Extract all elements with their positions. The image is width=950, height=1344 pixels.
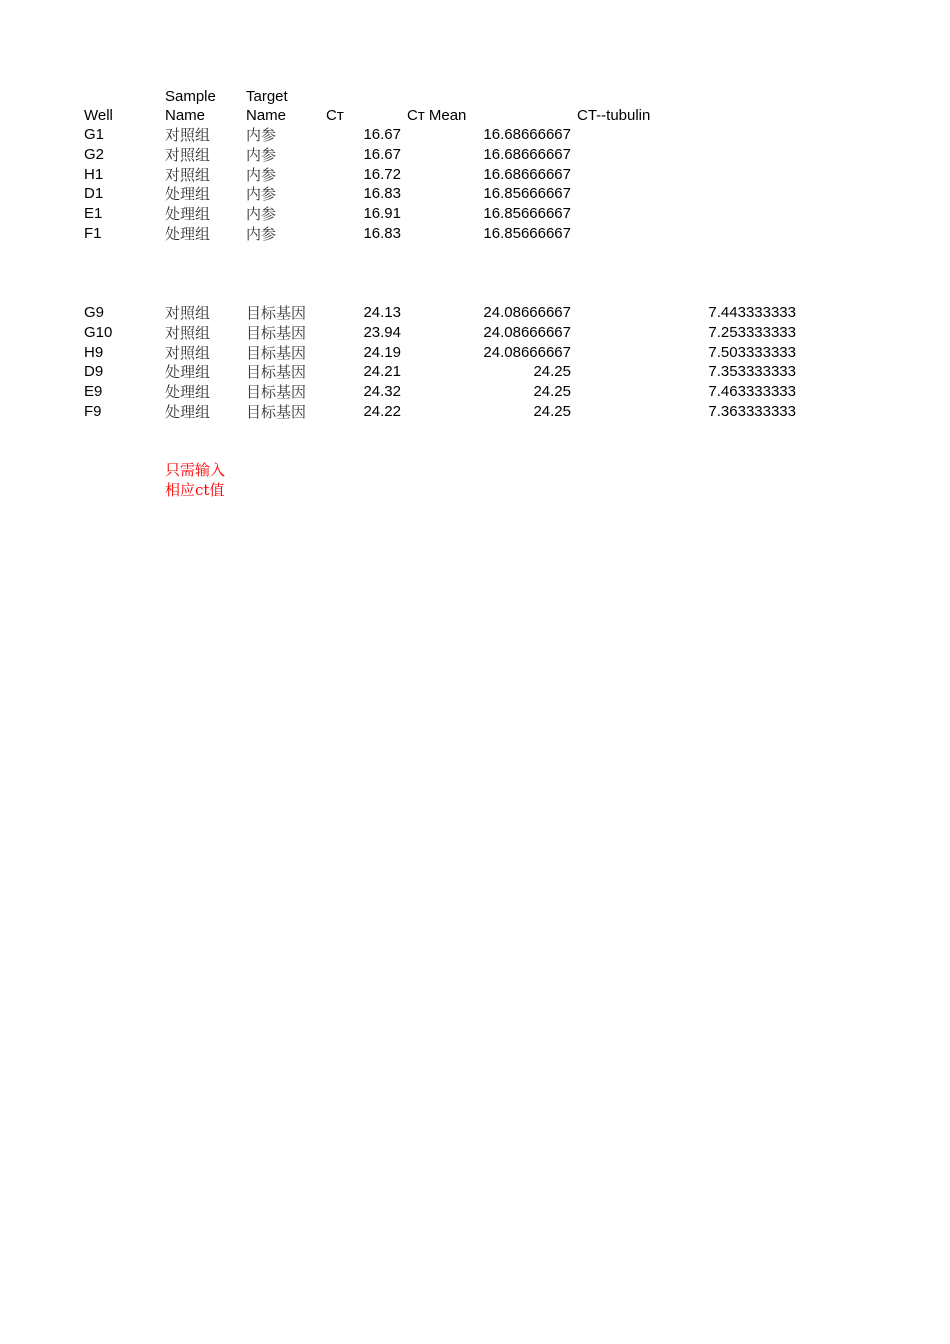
input-note-line1: 只需输入	[165, 461, 226, 479]
input-note	[165, 460, 225, 500]
header-well: Well	[84, 107, 113, 124]
sample-name-cell[interactable]: 处理组	[165, 205, 211, 224]
sample-name-cell[interactable]: 处理组	[165, 225, 211, 243]
target-name-cell[interactable]: 目标基因	[246, 343, 307, 362]
ct-minus-tubulin-cell[interactable]: 7.363333333	[708, 403, 796, 420]
ct-mean-cell[interactable]: 24.25	[533, 363, 571, 381]
well-cell[interactable]: D9	[84, 363, 104, 381]
table-row	[0, 125, 950, 145]
sample-name-cell[interactable]: 对照组	[165, 323, 211, 342]
sample-name-cell[interactable]: 对照组	[165, 126, 211, 144]
table-row	[0, 362, 950, 382]
well-cell[interactable]: H1	[84, 165, 104, 183]
table-row	[0, 224, 950, 244]
well-cell[interactable]: D1	[84, 185, 104, 203]
table-row	[0, 382, 950, 402]
ct-mean-cell[interactable]: 16.85666667	[483, 205, 571, 223]
table-row	[0, 145, 950, 165]
sample-name-cell[interactable]: 处理组	[165, 185, 211, 204]
table-row	[0, 303, 950, 323]
ct-cell[interactable]: 16.67	[363, 145, 401, 163]
ct-cell[interactable]: 24.32	[363, 383, 401, 401]
well-cell[interactable]: H9	[84, 343, 104, 361]
ct-minus-tubulin-cell[interactable]: 7.503333333	[708, 343, 796, 361]
ct-minus-tubulin-cell[interactable]: 7.443333333	[708, 304, 796, 321]
header-sample-name-line2: Name	[165, 107, 206, 124]
well-cell[interactable]: G2	[84, 145, 105, 163]
table-row	[0, 165, 950, 185]
header-ct: Cт	[326, 107, 344, 124]
header-sample-name-line1: Sample	[165, 88, 216, 105]
ct-cell[interactable]: 16.72	[363, 165, 401, 183]
ct-minus-tubulin-cell[interactable]: 7.353333333	[708, 363, 796, 381]
target-name-cell[interactable]: 目标基因	[246, 323, 307, 342]
ct-minus-tubulin-cell[interactable]: 7.253333333	[708, 323, 796, 341]
ct-mean-cell[interactable]: 24.25	[533, 403, 571, 420]
header-target-name-line1: Target	[246, 88, 288, 105]
ct-cell[interactable]: 24.21	[363, 363, 401, 381]
header-target-name	[246, 87, 288, 125]
well-cell[interactable]: G9	[84, 304, 105, 321]
input-note-line2: 相应ct值	[165, 481, 225, 499]
ct-cell[interactable]: 16.83	[363, 185, 401, 203]
target-name-cell[interactable]: 目标基因	[246, 403, 307, 421]
ct-mean-cell[interactable]: 16.68666667	[483, 126, 571, 143]
well-cell[interactable]: F9	[84, 403, 102, 420]
ct-mean-cell[interactable]: 24.08666667	[483, 343, 571, 361]
target-name-cell[interactable]: 目标基因	[246, 363, 307, 382]
sample-name-cell[interactable]: 对照组	[165, 304, 211, 322]
target-name-cell[interactable]: 内参	[246, 126, 277, 144]
ct-cell[interactable]: 24.13	[363, 304, 401, 321]
target-name-cell[interactable]: 目标基因	[246, 304, 307, 322]
ct-cell[interactable]: 16.91	[363, 205, 401, 223]
header-ct-minus-tubulin: CT--tubulin	[577, 107, 651, 124]
ct-cell[interactable]: 24.19	[363, 343, 401, 361]
table-row	[0, 402, 950, 422]
column-header-row	[0, 86, 950, 126]
ct-mean-cell[interactable]: 24.25	[533, 383, 571, 401]
sample-name-cell[interactable]: 处理组	[165, 383, 211, 402]
ct-cell[interactable]: 24.22	[363, 403, 401, 420]
well-cell[interactable]: E1	[84, 205, 103, 223]
ct-mean-cell[interactable]: 24.08666667	[483, 323, 571, 341]
header-sample-name	[165, 87, 216, 125]
ct-mean-cell[interactable]: 16.68666667	[483, 145, 571, 163]
well-cell[interactable]: G10	[84, 323, 113, 341]
header-ct-mean: Cт Mean	[407, 107, 467, 124]
well-cell[interactable]: G1	[84, 126, 105, 143]
table-row	[0, 204, 950, 224]
ct-mean-cell[interactable]: 16.85666667	[483, 185, 571, 203]
table-row	[0, 184, 950, 204]
sample-name-cell[interactable]: 处理组	[165, 403, 211, 421]
target-name-cell[interactable]: 内参	[246, 165, 277, 184]
target-name-cell[interactable]: 内参	[246, 145, 277, 164]
well-cell[interactable]: E9	[84, 383, 103, 401]
ct-cell[interactable]: 16.83	[363, 225, 401, 242]
sample-name-cell[interactable]: 对照组	[165, 165, 211, 184]
ct-mean-cell[interactable]: 16.85666667	[483, 225, 571, 242]
target-name-cell[interactable]: 内参	[246, 225, 277, 243]
table-row	[0, 343, 950, 363]
sample-name-cell[interactable]: 处理组	[165, 363, 211, 382]
ct-mean-cell[interactable]: 24.08666667	[483, 304, 571, 321]
target-name-cell[interactable]: 内参	[246, 205, 277, 224]
sample-name-cell[interactable]: 对照组	[165, 145, 211, 164]
ct-cell[interactable]: 16.67	[363, 126, 401, 143]
well-cell[interactable]: F1	[84, 225, 102, 242]
sample-name-cell[interactable]: 对照组	[165, 343, 211, 362]
target-name-cell[interactable]: 内参	[246, 185, 277, 204]
table-row	[0, 323, 950, 343]
ct-minus-tubulin-cell[interactable]: 7.463333333	[708, 383, 796, 401]
header-target-name-line2: Name	[246, 107, 287, 124]
target-name-cell[interactable]: 目标基因	[246, 383, 307, 402]
ct-cell[interactable]: 23.94	[363, 323, 401, 341]
ct-mean-cell[interactable]: 16.68666667	[483, 165, 571, 183]
